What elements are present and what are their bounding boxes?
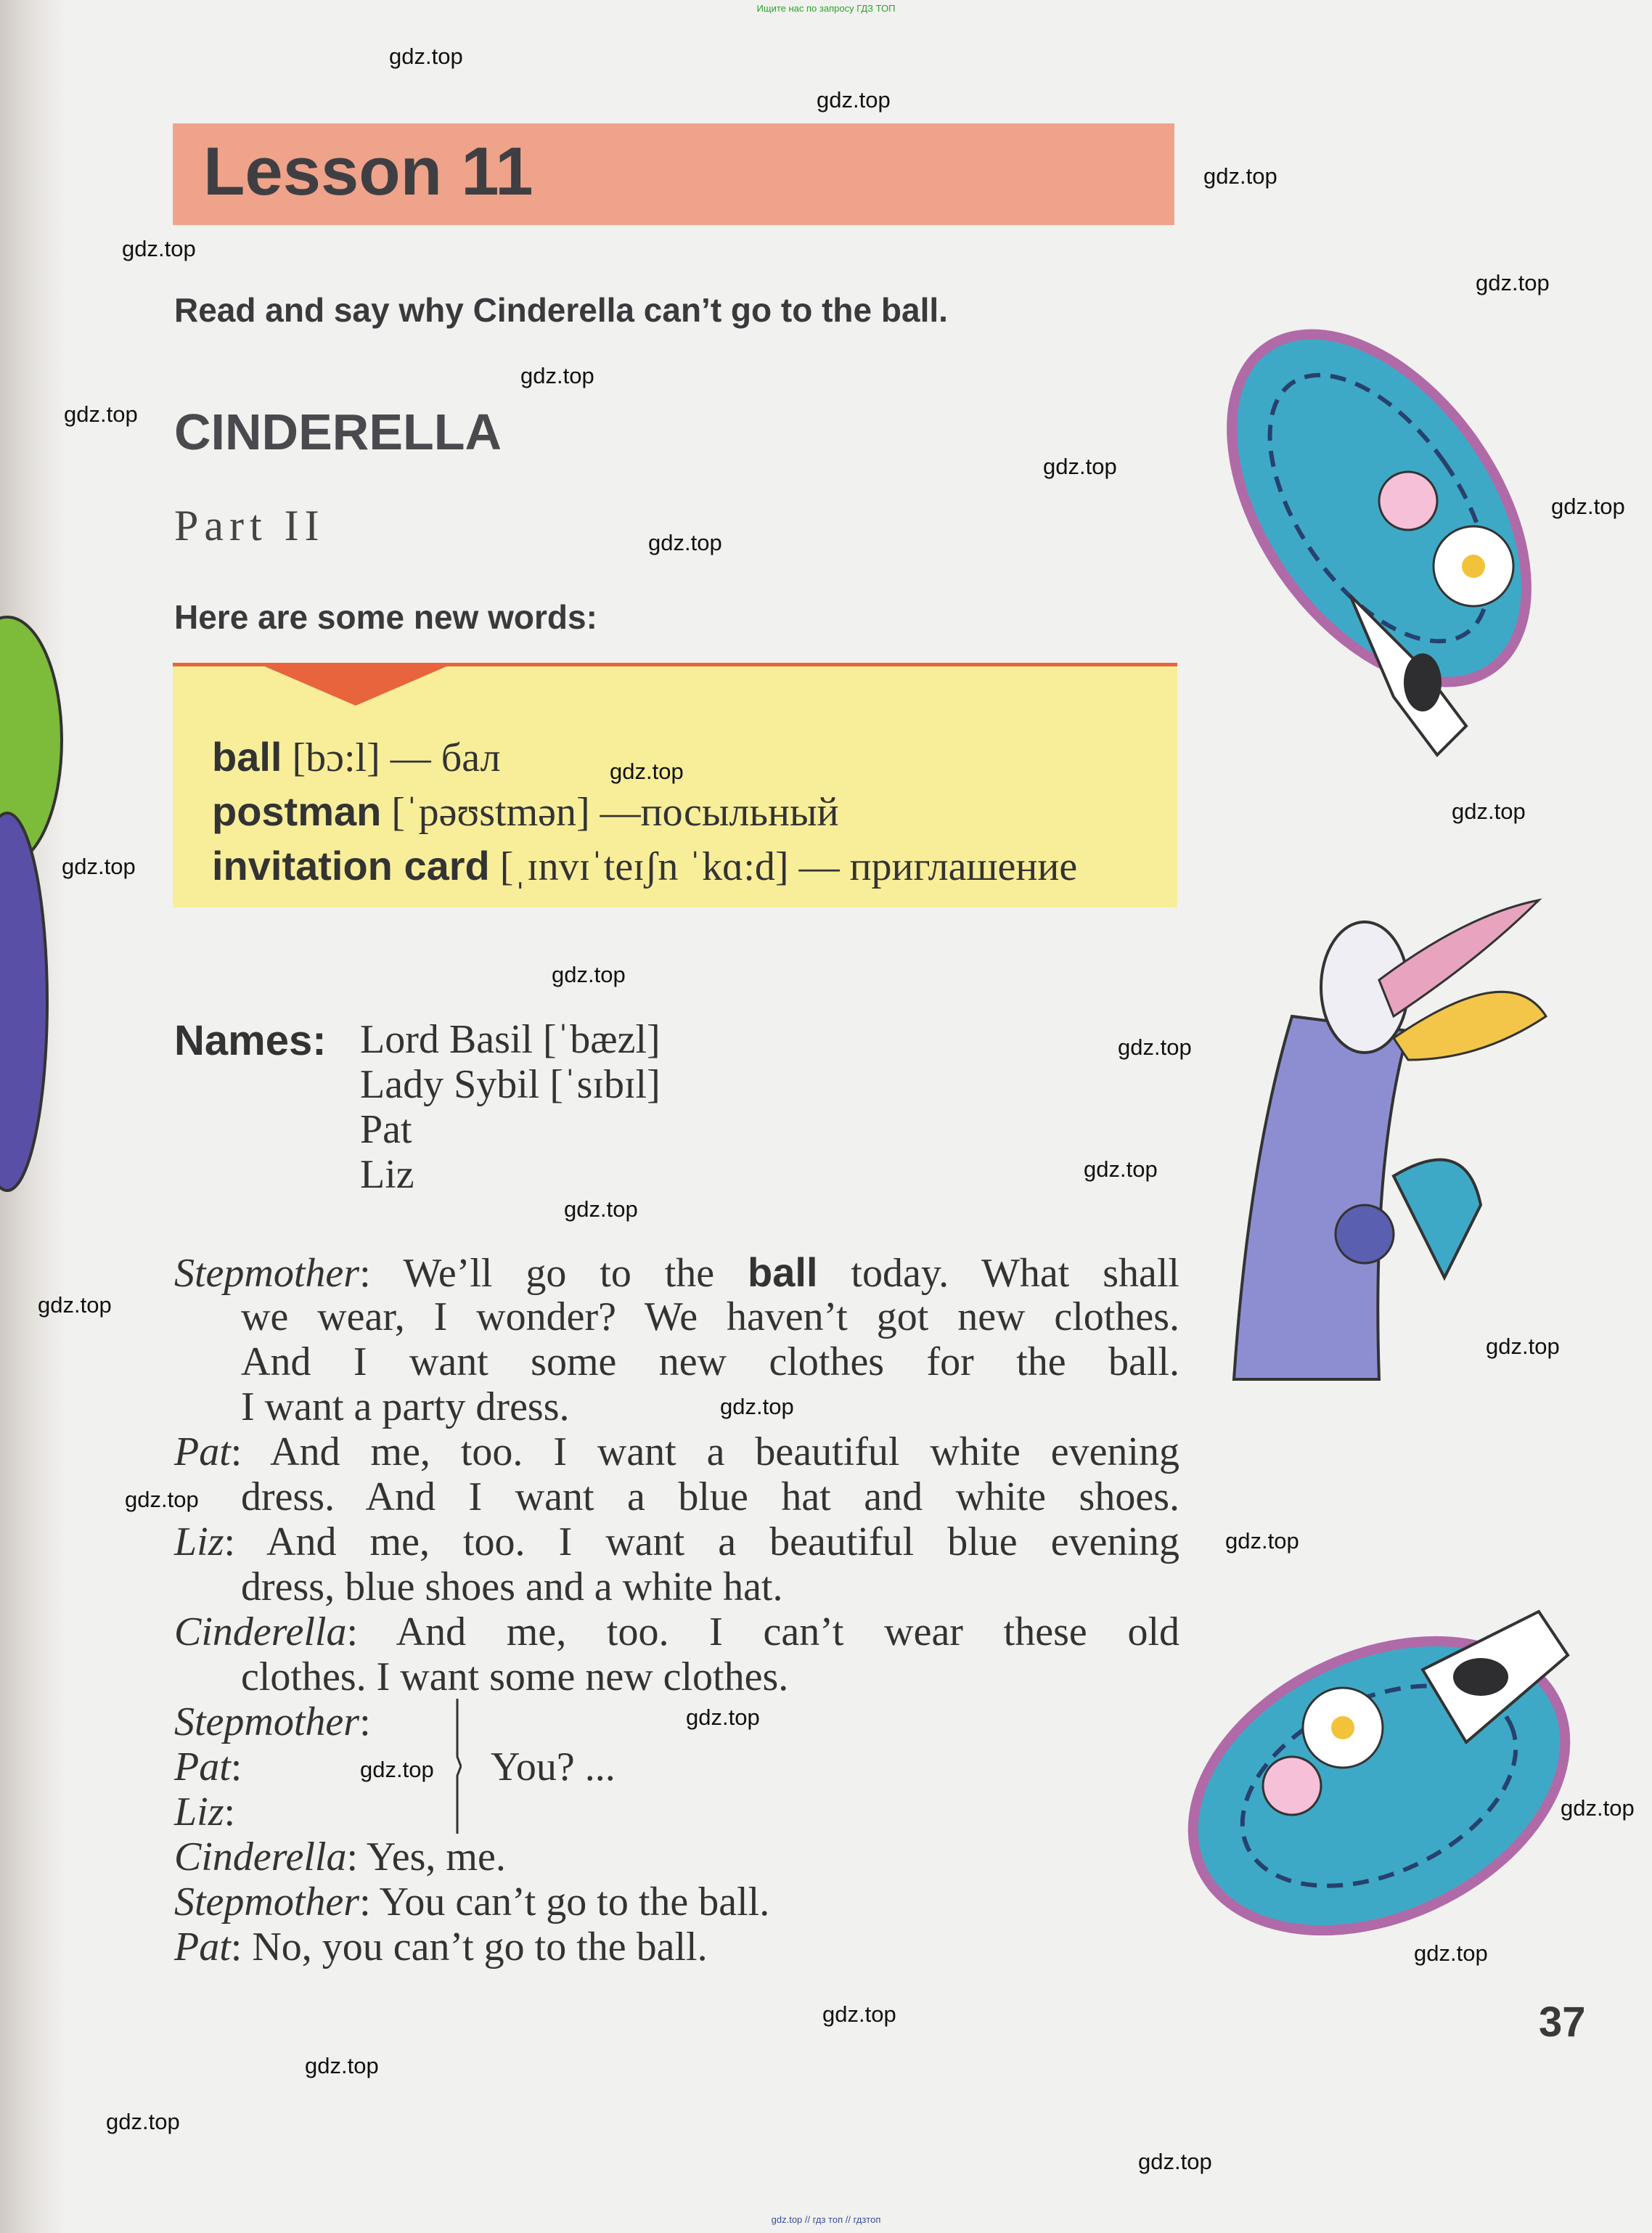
dialogue-line: Stepmother: You can’t go to the ball. [174, 1879, 770, 1924]
watermark: gdz.top [720, 1394, 794, 1419]
watermark: gdz.top [64, 401, 138, 427]
page-number: 37 [1539, 1999, 1586, 2046]
watermark: gdz.top [389, 44, 463, 69]
part-label: Part II [174, 502, 325, 550]
watermark: gdz.top [122, 236, 196, 261]
watermark: gdz.top [125, 1487, 199, 1512]
speaker: Pat [174, 1744, 231, 1789]
vocab-item: invitation card [ˌɪnvɪˈteɪʃn ˈkɑ:d] — приглашение [212, 843, 1078, 889]
watermark: gdz.top [817, 87, 891, 113]
shoe-hat-illustration [1205, 871, 1597, 1394]
speaker: Pat [174, 1429, 231, 1474]
story-title: CINDERELLA [174, 404, 502, 460]
speaker: Cinderella [174, 1609, 347, 1654]
dialogue-line: Stepmother: [174, 1699, 371, 1744]
speaker: Pat [174, 1924, 231, 1969]
watermark: gdz.top [1138, 2149, 1212, 2174]
watermark: gdz.top [1118, 1034, 1192, 1060]
dialogue-line: Pat: [174, 1744, 242, 1789]
speaker: Stepmother [174, 1699, 360, 1744]
speaker: Liz [174, 1519, 224, 1564]
watermark: gdz.top [360, 1757, 434, 1782]
watermark: gdz.top [1043, 454, 1117, 479]
watermark: gdz.top [1561, 1795, 1635, 1821]
dialogue-line: dress. And I want a blue hat and white shoes. [241, 1474, 1179, 1519]
speaker: Stepmother [174, 1879, 360, 1924]
brace-text: You? ... [491, 1744, 616, 1789]
watermark: gdz.top [648, 530, 722, 555]
watermark: gdz.top [38, 1292, 112, 1318]
dialogue-line: dress, blue shoes and a white hat. [241, 1564, 783, 1609]
dialogue-line: Cinderella: Yes, me. [174, 1834, 506, 1879]
speaker: Liz [174, 1789, 224, 1834]
dialogue-line: clothes. I want some new clothes. [241, 1654, 789, 1699]
name-item: Liz [360, 1152, 414, 1197]
name-item: Lord Basil [ˈbæzl] [360, 1017, 661, 1062]
dialogue-line: Pat: And me, too. I want a beautiful white evening [174, 1429, 1179, 1474]
watermark: gdz.top [305, 2053, 379, 2078]
watermark: gdz.top [520, 363, 594, 388]
instruction: Read and say why Cinderella can’t go to the ball. [174, 291, 948, 329]
vocabulary-marker [261, 665, 450, 706]
new-words-heading: Here are some new words: [174, 598, 597, 636]
bottom-note: gdz.top // гдз топ // гдзтоп [771, 2214, 881, 2225]
watermark: gdz.top [686, 1705, 760, 1730]
watermark: gdz.top [564, 1196, 638, 1222]
vocab-item: ball [bɔ:l] — бал [212, 734, 501, 780]
watermark: gdz.top [1452, 799, 1526, 824]
speaker: Cinderella [174, 1834, 347, 1879]
names-label: Names: [174, 1017, 327, 1064]
dialogue-line: Pat: No, you can’t go to the ball. [174, 1924, 708, 1969]
name-item: Lady Sybil [ˈsɪbɪl] [360, 1062, 661, 1107]
dialogue-line: I want a party dress. [241, 1384, 570, 1429]
dialogue-line: Stepmother: We’ll go to the ball today. What shall [174, 1249, 1179, 1296]
watermark: gdz.top [1203, 163, 1277, 189]
dialogue-line: Liz: [174, 1789, 236, 1834]
brace [456, 1699, 462, 1834]
watermark: gdz.top [552, 962, 626, 987]
watermark: gdz.top [1476, 270, 1550, 295]
lesson-title: Lesson 11 [203, 133, 533, 209]
left-edge-illustration [0, 595, 73, 1249]
blue-hat-illustration [1205, 290, 1597, 799]
watermark: gdz.top [1414, 1940, 1488, 1966]
dialogue-line: Cinderella: And me, too. I can’t wear these old [174, 1609, 1179, 1654]
speaker: Stepmother [174, 1251, 360, 1296]
watermark: gdz.top [106, 2109, 180, 2134]
vocab-item: postman [ˈpəʊstmən] —посыльный [212, 788, 839, 835]
blue-hat-illustration-2 [1161, 1554, 1597, 1989]
name-item: Pat [360, 1107, 412, 1152]
dialogue-line: Liz: And me, too. I want a beautiful blue evening [174, 1519, 1179, 1564]
dialogue-line: And I want some new clothes for the ball. [241, 1339, 1179, 1384]
watermark: gdz.top [610, 759, 684, 784]
top-note: Ищите нас по запросу ГДЗ ТОП [756, 3, 896, 14]
watermark: gdz.top [1225, 1528, 1299, 1554]
watermark: gdz.top [1486, 1334, 1560, 1359]
watermark: gdz.top [822, 2001, 896, 2027]
dialogue-line: we wear, I wonder? We haven’t got new clothes. [241, 1294, 1179, 1339]
watermark: gdz.top [1551, 494, 1625, 519]
watermark: gdz.top [1084, 1156, 1158, 1182]
watermark: gdz.top [62, 854, 136, 879]
